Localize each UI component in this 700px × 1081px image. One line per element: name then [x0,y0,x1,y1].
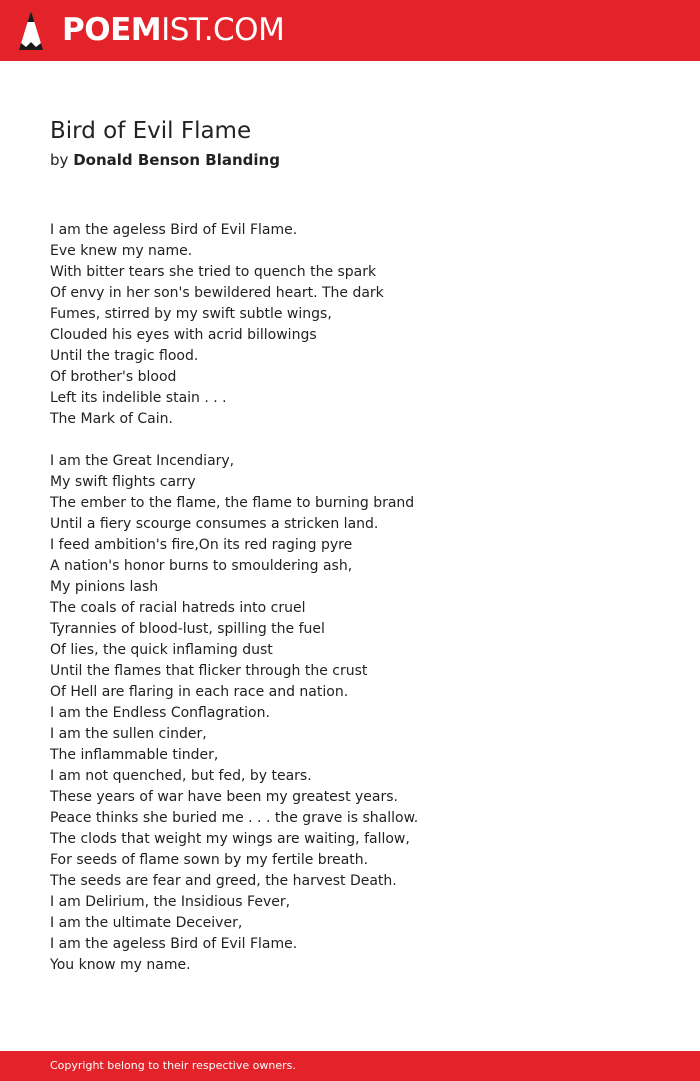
poem-line: You know my name. [50,957,191,973]
site-logo[interactable] [62,12,284,48]
poem-line: Clouded his eyes with acrid billowings [50,327,317,343]
poem-line: I am not quenched, but fed, by tears. [50,768,312,784]
poem-stanza [50,451,650,976]
poem-line: I am Delirium, the Insidious Fever, [50,894,291,910]
poem-line: I am the sullen cinder, [50,726,207,742]
poem-line: The ember to the flame, the flame to burning brand [50,495,415,511]
site-footer [0,1051,700,1081]
poem-line: Until a fiery scourge consumes a stricken land. [50,516,379,532]
poem-line: For seeds of flame sown by my fertile breath. [50,852,369,868]
author-name: Donald Benson Blanding [73,151,280,169]
logo-bold-text: POEM [62,12,162,48]
poem-line: I am the ultimate Deceiver, [50,915,243,931]
poem-line: My pinions lash [50,579,159,595]
poem-line: The seeds are fear and greed, the harvest Death. [50,873,397,889]
poem-stanza [50,220,650,430]
pencil-icon[interactable] [18,10,44,52]
logo-light-text: IST.COM [161,12,285,48]
poem-line: Left its indelible stain . . . [50,390,227,406]
byline [50,150,650,170]
poem-line: A nation's honor burns to smouldering ash, [50,558,353,574]
poem-line: Of brother's blood [50,369,177,385]
poem-line: The Mark of Cain. [50,411,173,427]
poem-line: Of envy in her son's bewildered heart. The dark [50,285,384,301]
poem-line: I am the ageless Bird of Evil Flame. [50,936,298,952]
poem-title: Bird of Evil Flame [50,118,252,144]
poem-line: My swift flights carry [50,474,196,490]
poem-line: I feed ambition's fire,On its red raging pyre [50,537,353,553]
poem-body [50,220,650,976]
poem-line: The clods that weight my wings are waiting, fallow, [50,831,410,847]
site-header [0,0,700,61]
poem-line: These years of war have been my greatest years. [50,789,399,805]
poem-line: Of Hell are flaring in each race and nation. [50,684,349,700]
poem-line: Until the flames that flicker through the crust [50,663,368,679]
copyright-text: Copyright belong to their respective owners. [50,1059,296,1072]
poem-line: Peace thinks she buried me . . . the grave is shallow. [50,810,419,826]
poem-line: Fumes, stirred by my swift subtle wings, [50,306,332,322]
poem-line: Tyrannies of blood-lust, spilling the fuel [50,621,325,637]
poem-line: The coals of racial hatreds into cruel [50,600,306,616]
poem-line: I am the Endless Conflagration. [50,705,270,721]
by-label: by [50,151,69,169]
poem-line: I am the Great Incendiary, [50,453,235,469]
poem-line: Until the tragic flood. [50,348,199,364]
poem-content [50,116,650,997]
poem-line: Of lies, the quick inflaming dust [50,642,273,658]
poem-line: I am the ageless Bird of Evil Flame. [50,222,298,238]
poem-line: Eve knew my name. [50,243,193,259]
poem-line: With bitter tears she tried to quench the spark [50,264,377,280]
poem-line: The inflammable tinder, [50,747,219,763]
